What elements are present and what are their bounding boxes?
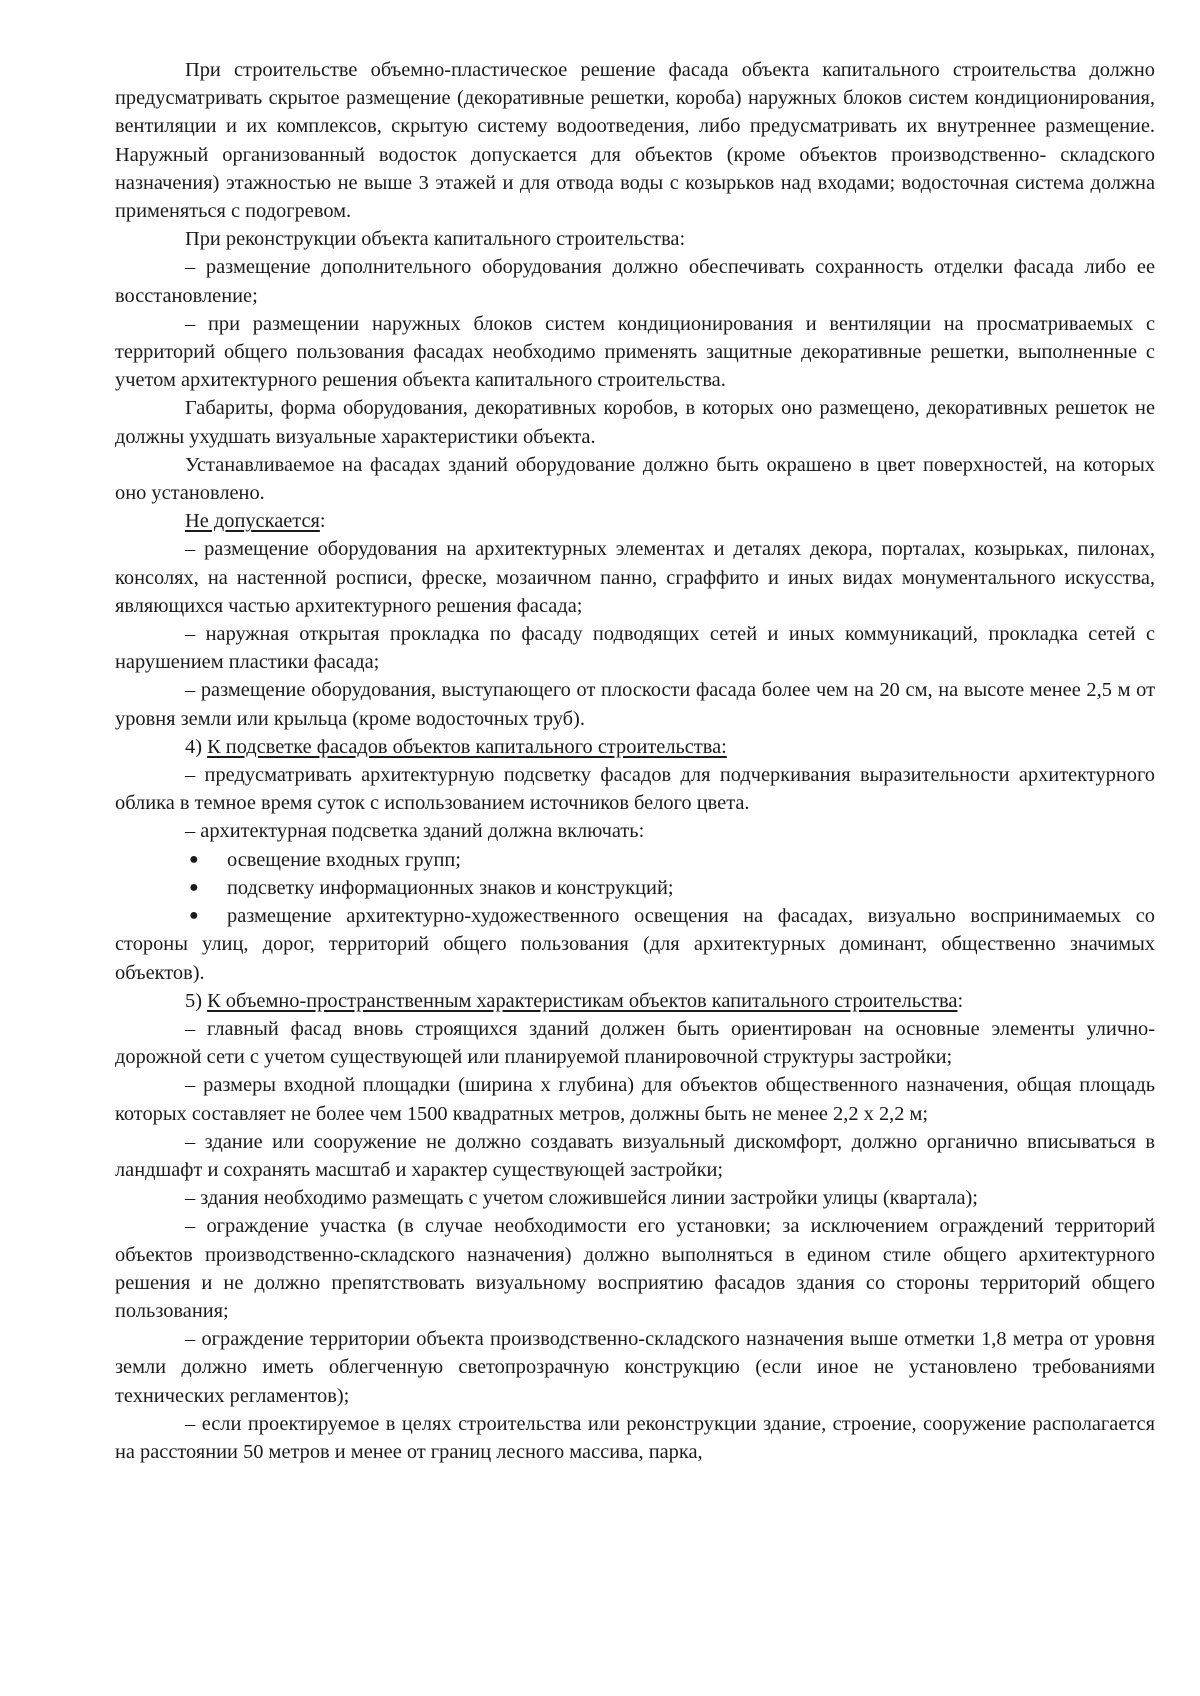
dash-item: – размещение дополнительного оборудования должно обеспечивать сохранность отделки фасада либо ее восстановление;: [115, 256, 1155, 307]
bullet-item: [115, 874, 1155, 902]
section-heading: [115, 987, 1155, 1015]
bullet-text: подсветку информационных знаков и конструкций;: [227, 876, 674, 899]
bullet-item: [115, 902, 1155, 987]
bullet-item: [115, 846, 1155, 874]
dash-item: – ограждение территории объекта производственно-складского назначения выше отметки 1,8 метра от уровня земли должно иметь облегченную светопрозрачную конструкцию (если иное не установлено требованиями технических регламентов);: [115, 1328, 1155, 1407]
dash-item: – наружная открытая прокладка по фасаду подводящих сетей и иных коммуникаций, прокладка сетей с нарушением пластики фасада;: [115, 623, 1155, 674]
dash-item: – здания необходимо размещать с учетом сложившейся линии застройки улицы (квартала);: [185, 1187, 978, 1210]
dash-item: – размеры входной площадки (ширина х глубина) для объектов общественного назначения, общая площадь которых составляет не более чем 1500 квадратных метров, должны быть не менее 2,2 х 2,2 м;: [115, 1074, 1155, 1125]
heading-text: Не допускается: [185, 510, 320, 533]
document-body: [115, 56, 1155, 1466]
heading-text: К объемно-пространственным характеристикам объектов капитального строительства: [207, 989, 958, 1012]
heading-text: К подсветке фасадов объектов капитального строительства:: [207, 735, 727, 758]
dash-item: – при размещении наружных блоков систем кондиционирования и вентиляции на просматриваемых с территорий общего пользования фасадах необходимо применять защитные декоративные решетки, выполненные с учетом архитектурного решения объекта капитального строительства.: [115, 312, 1155, 392]
heading-suffix: :: [957, 989, 964, 1012]
dash-item: – размещение оборудования на архитектурных элементах и деталях декора, порталах, козырьках, пилонах, консолях, на настенной росписи, фреске, мозаичном панно, сграффито и иных видах монументального искусства, являющихся частью архитектурного решения фасада;: [115, 538, 1155, 617]
bullet-icon: ●: [189, 878, 199, 896]
section-heading: [115, 507, 1155, 535]
bullet-icon: ●: [189, 907, 199, 925]
heading-suffix: :: [319, 510, 326, 533]
paragraph: При строительстве объемно-пластическое решение фасада объекта капитального строительства должно предусматривать скрытое размещение (декоративные решетки, короба) наружных блоков систем кондиционирования, вентиляции и их комплексов, скрытую систему водоотведения, либо предусматривать их внутреннее размещение. Наружный организованный водосток допускается для объектов (кроме объектов производственно- складского назначения) этажностью не выше 3 этажей и для отвода воды с козырьков над входами; водосточная система должна применяться с подогревом.: [115, 59, 1155, 223]
bullet-icon: ●: [189, 850, 199, 868]
paragraph: Габариты, форма оборудования, декоративных коробов, в которых оно размещено, декоративных решеток не должны ухудшать визуальные характеристики объекта.: [115, 397, 1155, 448]
paragraph: Устанавливаемое на фасадах зданий оборудование должно быть окрашено в цвет поверхностей, на которых оно установлено.: [115, 453, 1155, 505]
dash-item: – архитектурная подсветка зданий должна включать:: [185, 820, 645, 843]
dash-item: – здание или сооружение не должно создавать визуальный дискомфорт, должно органично вписываться в ландшафт и сохранять масштаб и характер существующей застройки;: [115, 1130, 1155, 1181]
section-heading: [115, 733, 1155, 761]
dash-item: – главный фасад вновь строящихся зданий должен быть ориентирован на основные элементы улично-дорожной сети с учетом существующей или планируемой планировочной структуры застройки;: [115, 1017, 1155, 1069]
dash-item: – предусматривать архитектурную подсветку фасадов для подчеркивания выразительности архитектурного облика в темное время суток с использованием источников белого цвета.: [115, 764, 1155, 815]
dash-item: – если проектируемое в целях строительства или реконструкции здание, строение, сооружение располагается на расстоянии 50 метров и менее от границ лесного массива, парка,: [115, 1412, 1155, 1463]
paragraph: При реконструкции объекта капитального строительства:: [185, 228, 686, 251]
heading-prefix: 4): [185, 735, 208, 758]
bullet-text: освещение входных групп;: [227, 848, 461, 871]
dash-item: – ограждение участка (в случае необходимости его установки; за исключением ограждений территорий объектов производственно-складского назначения) должно выполняться в едином стиле общего архитектурного решения и не должно препятствовать визуальному восприятию фасадов здания со стороны территорий общего пользования;: [115, 1215, 1155, 1322]
heading-prefix: 5): [185, 989, 208, 1012]
bullet-text: размещение архитектурно-художественного освещения на фасадах, визуально воспринимаемых со стороны улиц, дорог, территорий общего пользования (для архитектурных доминант, общественно значимых объектов).: [115, 905, 1155, 984]
dash-item: – размещение оборудования, выступающего от плоскости фасада более чем на 20 см, на высоте менее 2,5 м от уровня земли или крыльца (кроме водосточных труб).: [115, 679, 1155, 730]
